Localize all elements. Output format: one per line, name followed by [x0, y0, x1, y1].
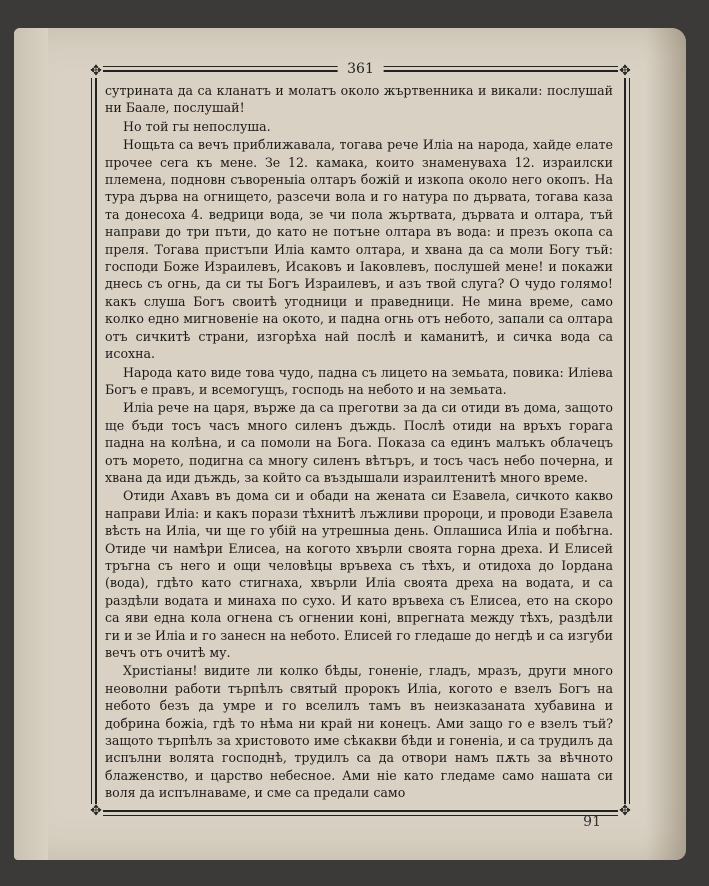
- paragraph: Иліа рече на царя, върже да са преготви за да си отиди въ дома, защото ще бъди тосъ часъ много силенъ дъждь. Послѣ отиди на връхъ горага падна на колѣна, и са помоли на Бога. Показа са единъ малъкъ облачецъ отъ морето, подигна са многу силенъ вѣтъръ, и тосъ часъ небо почерна, и хвана да иди дъждь, за който са въздышали израилтенитѣ много време.: [105, 400, 613, 485]
- corner-ornament-icon: ✥: [90, 63, 102, 79]
- corner-ornament-icon: ✥: [619, 803, 631, 819]
- paragraph: Христіаны! видите ли колко бѣды, гоненіе, гладъ, мразъ, други много неоволни работи търпѣлъ святый пророкъ Иліа, когото е взелъ Богъ на небото безъ да умре и го вселилъ тамъ въ неизказаната хубавина и добрина божіа, гдѣ то нѣма ни край ни конецъ. Ами защо го е взелъ тъй? защото търпѣлъ за христовото име сѣкакви бѣди и гоненіа, и са трудилъ да испълни волята господнѣ, трудилъ са да отвори намъ пѫть за вѣчното блаженство, и царство небесное. Ами ніе като гледаме само нашата си воля да испълнаваме, и сме са предали само: [105, 663, 613, 801]
- header-page-number: 361: [337, 60, 384, 78]
- page-edge-shadow: [646, 28, 686, 860]
- paragraph: Отиди Ахавъ въ дома си и обади на жената си Езавела, сичкото какво направи Иліа: и какъ порази тѣхнитѣ лъжливи пророци, и проводи Езавела вѣсть на Иліа, чи ще го убій на утрешныа день. Оплашиса Иліа и побѣгна. Отиде чи намѣри Елисеа, на когото хвърли своята горна дреха. И Елисей тръгна съ него и ощи человѣцы връвеха съ тѣхъ, и отидоха до Іордана (вода), гдѣто като стигнаха, хвърли Иліа своята дреха на водата, и са раздѣли водата и минаха по сухо. И като връвеха съ Елисеа, ето на скоро са яви една кола огнена съ огнении коні, впрегната между тѣхъ, раздѣли ги и зе Иліа и го занесн на небото. Елисей го гледаше до негдѣ и са изгуби вечъ отъ очитѣ му.: [105, 488, 613, 660]
- binding-fold: [14, 28, 48, 860]
- corner-ornament-icon: ✥: [619, 63, 631, 79]
- paragraph: Народа като виде това чудо, падна съ лицето на земьата, повика: Иліева Богъ е правъ, и всемогущъ, господь на небото и на земьата.: [105, 364, 613, 397]
- text-frame-border: [90, 61, 631, 819]
- corner-ornament-icon: ✥: [90, 803, 102, 819]
- paragraph: Но той гы непослуша.: [123, 118, 271, 134]
- footer-page-number: 91: [583, 814, 601, 830]
- paragraph: Нощьта са вечъ приближавала, тогава рече Иліа на народа, хайде елате прочее сега къ мене. Зе 12. камака, които знаменуваха 12. израилски племена, подновн съвореныіа олтаръ божій и изкопа около него окопъ. На тура дърва на огнището, разсечи вола и го натура по дървата, тогава каза та донесоха 4. ведрици вода, зе чи пола жъртвата, дървата и олтара, тъй направи до три пъти, до като не потъне олтара въ вода: и презъ окопа са преля. Тогава пристъпи Иліа камто олтара, и хвана да са моли Богу тъй: господи Боже Израилевъ, Исаковъ и Іаковлевъ, послушей мене! и покажи днесь съ огнь, да си ты Богъ Израилевъ, и азъ твой слуга? О чудо голямо! какъ слуша Богъ своитѣ угодници и праведници. Не мина време, само колко едно мигновеніе на окото, и падна огнь отъ небото, запали са олтара отъ сичкитѣ страни, изгорѣха най послѣ и каманитѣ, и сичка вода са исохна.: [105, 137, 613, 362]
- paragraph: сутрината да са кланатъ и молатъ около жъртвенника и викали: послушай ни Баале, послушай!: [105, 83, 613, 116]
- body-text: [105, 82, 613, 803]
